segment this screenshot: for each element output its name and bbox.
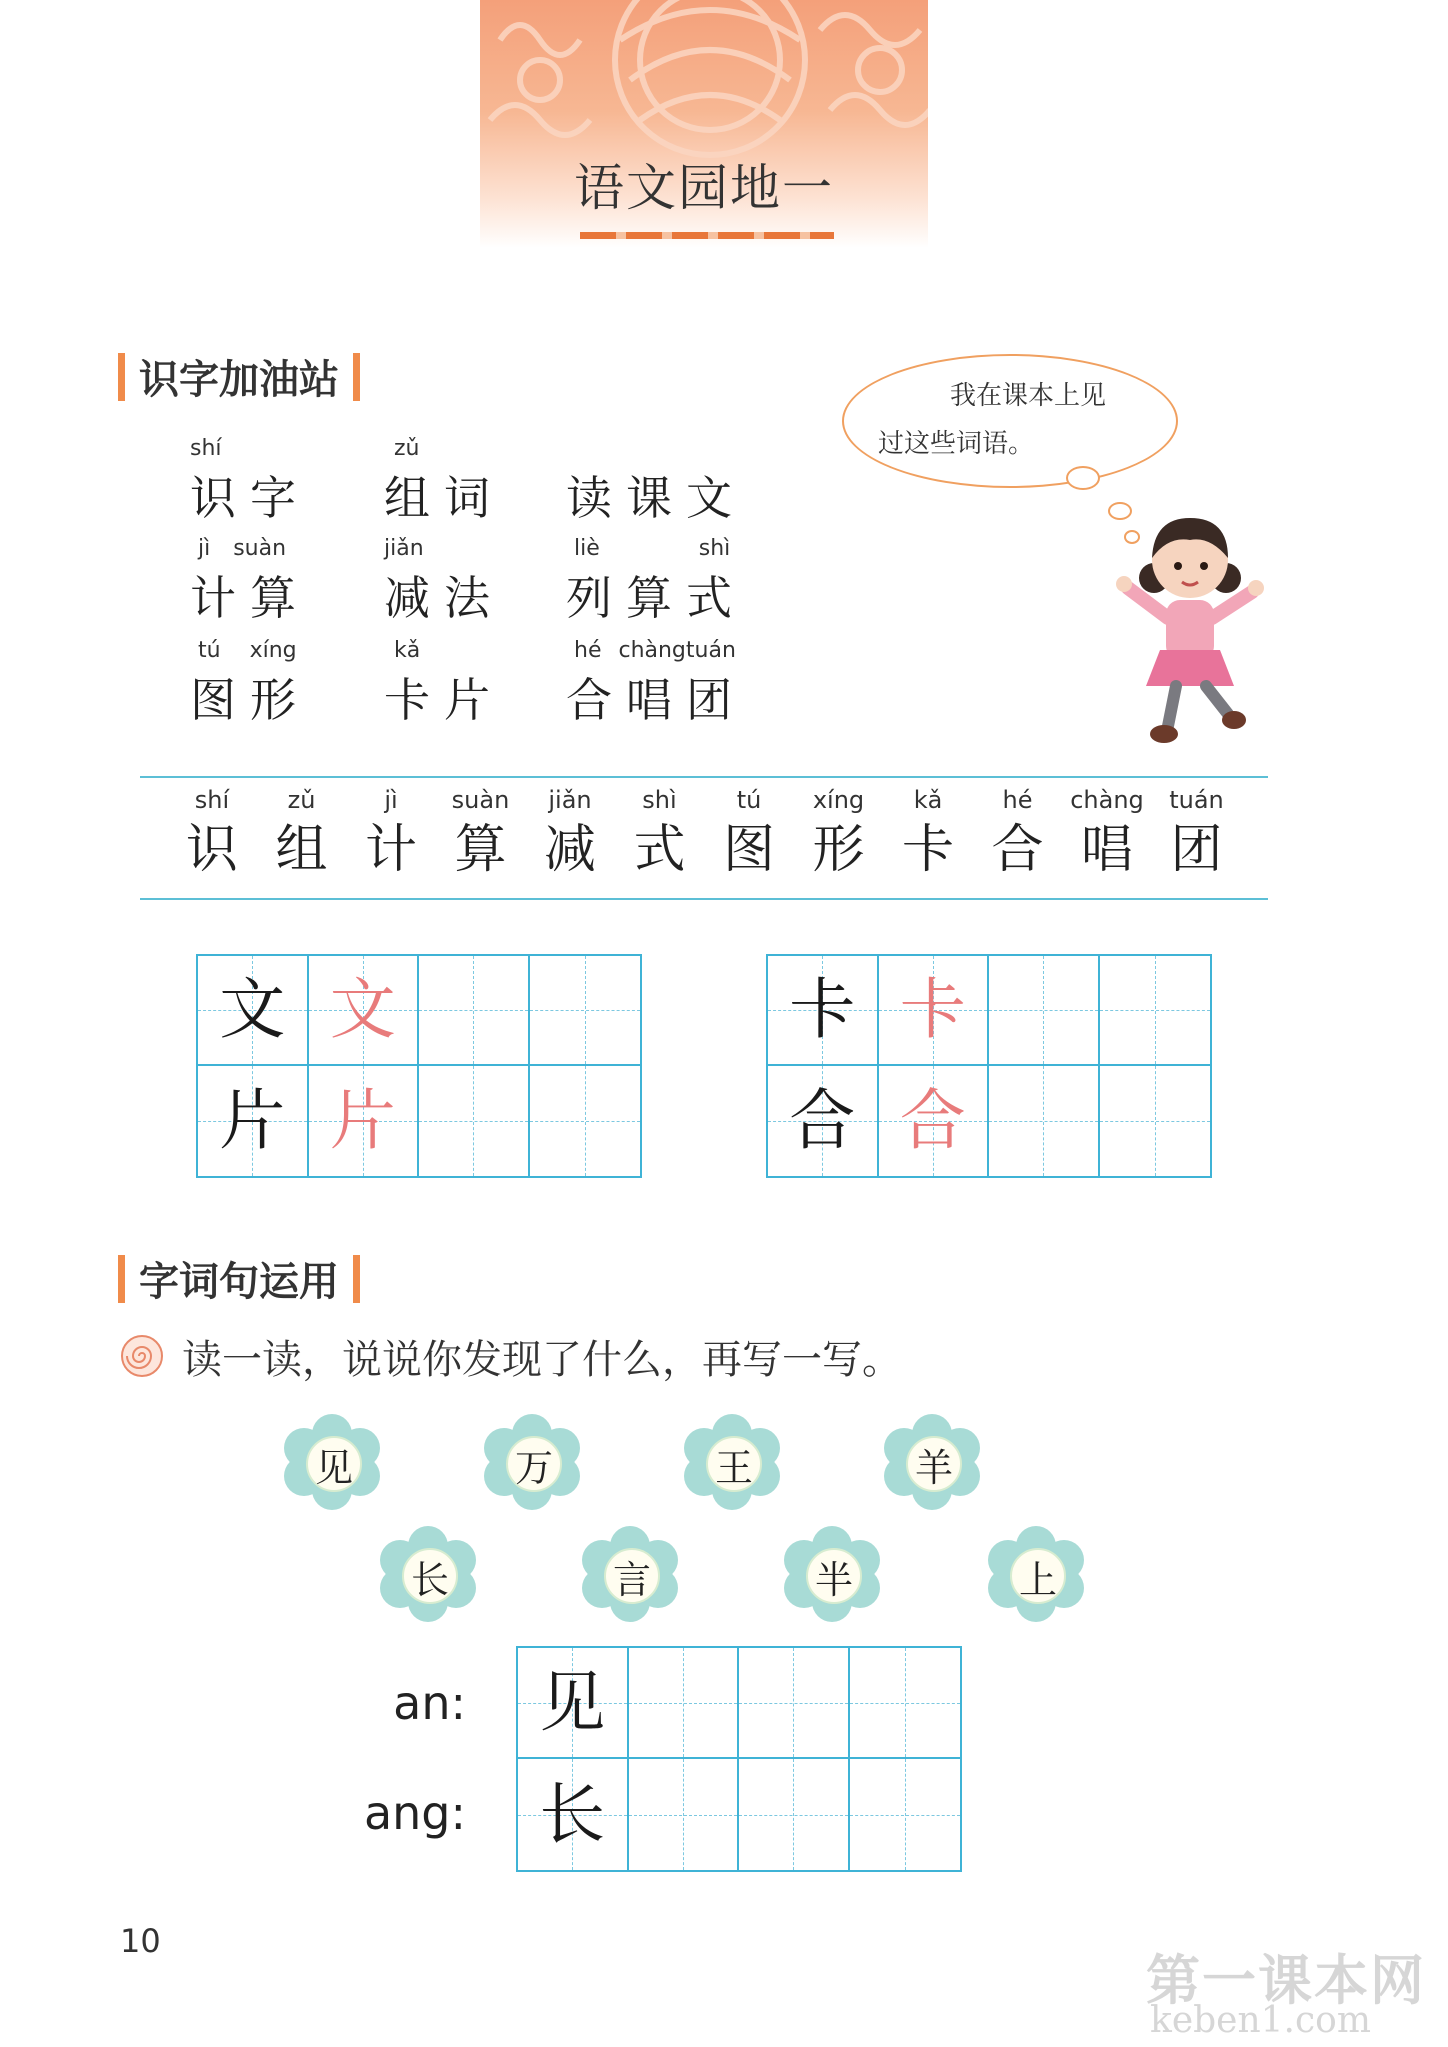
example-character: 长 <box>539 1775 606 1853</box>
word-item <box>190 436 350 526</box>
grid-cell[interactable] <box>419 956 530 1066</box>
watermark-text: 第一课本网 <box>1146 1949 1426 2012</box>
strip-pinyin: hé <box>1002 786 1033 814</box>
flower-character <box>284 1414 380 1510</box>
strip-pinyin: tú <box>736 786 762 814</box>
strip-top-line <box>140 776 1268 778</box>
strip-hanzi: 合 <box>991 820 1044 880</box>
strip-hanzi: 算 <box>454 820 507 880</box>
grid-cell <box>768 1066 879 1176</box>
strip-pinyin: suàn <box>451 786 510 814</box>
strip-character <box>793 786 885 880</box>
grid-cell[interactable] <box>989 956 1100 1066</box>
strip-hanzi: 式 <box>633 820 686 880</box>
page-title: 语文园地一 <box>574 159 834 217</box>
strip-hanzi: 图 <box>722 820 775 880</box>
strip-hanzi: 唱 <box>1080 820 1133 880</box>
rhyme-label: an: <box>393 1676 466 1730</box>
strip-character <box>1061 786 1153 880</box>
flower-character <box>884 1414 980 1510</box>
flower-character <box>484 1414 580 1510</box>
page-number: 10 <box>120 1922 161 1960</box>
header-bar-right <box>353 353 360 401</box>
word-pinyin: kǎ <box>394 638 421 663</box>
strip-character <box>703 786 795 880</box>
strip-hanzi: 团 <box>1170 820 1223 880</box>
flower-character <box>582 1526 678 1622</box>
flower-hanzi: 长 <box>402 1548 458 1604</box>
bubble-dot <box>1066 466 1100 490</box>
word-hanzi: 识字 <box>190 471 310 525</box>
word-item <box>384 638 554 728</box>
grid-cell[interactable] <box>739 1648 850 1759</box>
word-hanzi: 图形 <box>190 673 310 727</box>
grid-cell <box>309 956 420 1066</box>
model-character: 合 <box>789 1082 856 1159</box>
strip-character <box>1151 786 1243 880</box>
word-item <box>384 436 544 526</box>
grid-cell <box>768 956 879 1066</box>
grid-cell <box>198 1066 309 1176</box>
flower-hanzi: 上 <box>1010 1548 1066 1604</box>
word-item <box>566 536 794 626</box>
header-bar-left <box>118 1255 125 1303</box>
strip-pinyin: jiǎn <box>548 786 592 814</box>
trace-character: 文 <box>329 971 396 1048</box>
word-hanzi: 列算式 <box>566 571 746 625</box>
grid-cell <box>518 1759 629 1870</box>
strip-character <box>882 786 974 880</box>
strip-pinyin: tuán <box>1169 786 1224 814</box>
grid-cell[interactable] <box>850 1648 961 1759</box>
grid-cell[interactable] <box>629 1759 740 1870</box>
flower-character <box>380 1526 476 1622</box>
word-hanzi: 计算 <box>190 571 310 625</box>
grid-cell[interactable] <box>739 1759 850 1870</box>
writing-grid-right <box>766 954 1212 1178</box>
flower-hanzi: 羊 <box>906 1436 962 1492</box>
word-pinyin: jiǎn <box>384 536 424 561</box>
word-hanzi: 减法 <box>384 571 504 625</box>
rhyme-label: ang: <box>363 1786 466 1840</box>
flower-character <box>784 1526 880 1622</box>
word-hanzi: 卡片 <box>384 673 504 727</box>
example-character: 见 <box>539 1663 606 1741</box>
word-hanzi: 合唱团 <box>566 673 746 727</box>
section-title: 识字加油站 <box>139 357 339 403</box>
flower-hanzi: 万 <box>506 1436 562 1492</box>
strip-hanzi: 识 <box>185 820 238 880</box>
section-header-literacy <box>118 348 360 405</box>
title-underline <box>580 232 834 239</box>
trace-character: 卡 <box>899 971 966 1048</box>
spiral-icon <box>120 1334 164 1378</box>
strip-pinyin: zǔ <box>287 786 316 814</box>
flower-hanzi: 见 <box>306 1436 362 1492</box>
grid-cell <box>518 1648 629 1759</box>
word-item <box>566 638 794 728</box>
strip-pinyin: chàng <box>1070 786 1144 814</box>
grid-cell <box>309 1066 420 1176</box>
word-pinyin: shí <box>190 436 222 461</box>
word-hanzi: 读课文 <box>566 471 746 525</box>
grid-cell <box>879 956 990 1066</box>
model-character: 文 <box>219 971 286 1048</box>
watermark-url: keben1.com <box>1150 2000 1371 2041</box>
strip-character <box>256 786 348 880</box>
grid-cell[interactable] <box>1100 956 1211 1066</box>
flower-hanzi: 半 <box>806 1548 862 1604</box>
header-bar-left <box>118 353 125 401</box>
bubble-line: 我在课本上见 <box>950 381 1107 411</box>
word-item <box>566 436 786 526</box>
instruction-text: 读一读，说说你发现了什么，再写一写。 <box>182 1337 902 1383</box>
strip-pinyin: shì <box>642 786 677 814</box>
section-header-usage <box>118 1250 360 1307</box>
strip-bottom-line <box>140 898 1268 900</box>
grid-cell[interactable] <box>419 1066 530 1176</box>
strip-hanzi: 计 <box>364 820 417 880</box>
word-pinyin: tú xíng <box>198 638 297 663</box>
grid-cell[interactable] <box>989 1066 1100 1176</box>
strip-hanzi: 形 <box>812 820 865 880</box>
bubble-line: 过这些词语。 <box>878 429 1035 459</box>
flower-hanzi: 王 <box>706 1436 762 1492</box>
word-pinyin: jì suàn <box>198 536 287 561</box>
strip-pinyin: xíng <box>812 786 865 814</box>
word-item <box>190 638 358 728</box>
strip-hanzi: 组 <box>275 820 328 880</box>
grid-cell <box>198 956 309 1066</box>
strip-character <box>524 786 616 880</box>
flower-character <box>684 1414 780 1510</box>
word-item <box>384 536 544 626</box>
strip-character <box>614 786 706 880</box>
word-item <box>190 536 358 626</box>
model-character: 卡 <box>789 971 856 1048</box>
header-bar-right <box>353 1255 360 1303</box>
strip-character <box>972 786 1064 880</box>
girl-illustration <box>1110 500 1270 748</box>
grid-cell[interactable] <box>629 1648 740 1759</box>
strip-character <box>435 786 527 880</box>
strip-hanzi: 减 <box>543 820 596 880</box>
strip-hanzi: 卡 <box>901 820 954 880</box>
strip-pinyin: shí <box>194 786 230 814</box>
model-character: 片 <box>219 1082 286 1159</box>
trace-character: 片 <box>329 1082 396 1159</box>
word-pinyin: hé chàngtuán <box>574 638 736 663</box>
word-pinyin: liè shì <box>574 536 731 561</box>
grid-cell[interactable] <box>1100 1066 1211 1176</box>
strip-character <box>345 786 437 880</box>
grid-cell[interactable] <box>530 1066 641 1176</box>
flower-character <box>988 1526 1084 1622</box>
grid-cell[interactable] <box>530 956 641 1066</box>
grid-cell <box>879 1066 990 1176</box>
strip-character <box>166 786 258 880</box>
section-title: 字词句运用 <box>139 1259 339 1305</box>
word-hanzi: 组词 <box>384 471 504 525</box>
flower-hanzi: 言 <box>604 1548 660 1604</box>
writing-grid-left <box>196 954 642 1178</box>
strip-pinyin: jì <box>384 786 398 814</box>
grid-cell[interactable] <box>850 1759 961 1870</box>
word-pinyin: zǔ <box>394 436 420 461</box>
thought-bubble-text <box>878 372 1158 468</box>
writing-grid-rhymes <box>516 1646 962 1872</box>
strip-pinyin: kǎ <box>913 786 943 814</box>
trace-character: 合 <box>899 1082 966 1159</box>
